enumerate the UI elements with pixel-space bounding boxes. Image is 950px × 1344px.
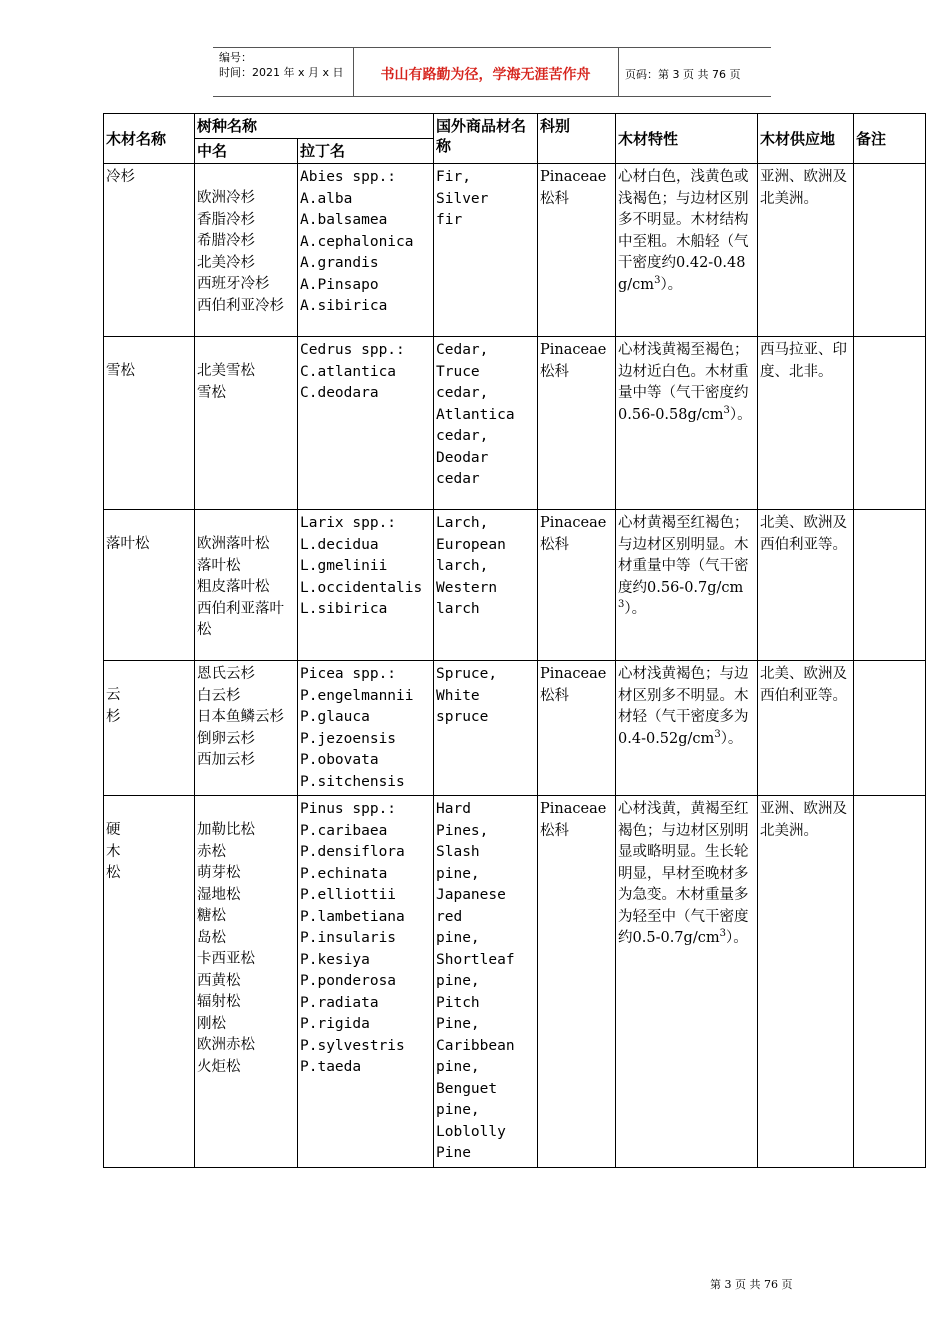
wood-species-table	[103, 113, 926, 1168]
col-header-properties: 木材特性	[616, 114, 758, 164]
cell-properties: 心材黄褐至红褐色；与边材区别明显。木材重量中等（气干密度约$0.56-0.7g/cm^3$）。	[616, 510, 758, 661]
cell-trade-names: Fir, Silver fir	[434, 164, 538, 337]
cell-trade-names: Larch, European larch, Western larch	[434, 510, 538, 661]
cell-wood-name: 落叶松	[104, 510, 195, 661]
superscript-three: 3	[719, 928, 726, 940]
cell-latin-names: Larix spp.: L.decidua L.gmelinii L.occidentalis L.sibirica	[298, 510, 434, 661]
cell-remarks	[854, 796, 926, 1168]
header-divider	[618, 47, 619, 97]
cell-family: Pinaceae 松科	[538, 796, 616, 1168]
cell-remarks	[854, 164, 926, 337]
header-motto: 书山有路勤为径，学海无涯苦作舟	[380, 67, 591, 83]
cell-wood-name: 硬木松	[104, 796, 195, 1168]
page-footer: 第 3 页 共 76 页	[710, 1278, 793, 1291]
table-header-row	[104, 114, 926, 139]
col-header-remarks: 备注	[854, 114, 926, 164]
cell-properties: 心材白色，浅黄色或浅褐色；与边材区别多不明显。木材结构中至粗。木船轻（气干密度约$0.42-0.48g/cm^3$）。	[616, 164, 758, 337]
col-header-family: 科别	[538, 114, 616, 164]
cell-supply-region: 北美、欧洲及西伯利亚等。	[758, 661, 854, 796]
superscript-three: 3	[654, 274, 661, 286]
cell-chinese-names: 欧洲冷杉 香脂冷杉 希腊冷杉 北美冷杉 西班牙冷杉 西伯利亚冷杉	[195, 164, 298, 337]
header-bottom-rule	[213, 96, 771, 97]
cell-supply-region: 北美、欧洲及西伯利亚等。	[758, 510, 854, 661]
superscript-three: 3	[714, 728, 721, 740]
table-row	[104, 510, 926, 661]
col-header-trade-name: 国外商品材名称	[434, 114, 538, 164]
cell-chinese-names: 加勒比松 赤松 萌芽松 湿地松 糖松 岛松 卡西亚松 西黄松 辐射松 刚松 欧洲赤松 火炬松	[195, 796, 298, 1168]
header-top-rule	[213, 47, 771, 48]
cell-trade-names: Cedar, Truce cedar, Atlantica cedar, Deodar cedar	[434, 337, 538, 510]
cell-family: Pinaceae 松科	[538, 337, 616, 510]
superscript-three: 3	[723, 404, 730, 416]
cell-latin-names: Cedrus spp.: C.atlantica C.deodara	[298, 337, 434, 510]
cell-chinese-names: 欧洲落叶松 落叶松 粗皮落叶松 西伯利亚落叶松	[195, 510, 298, 661]
cell-properties: 心材浅黄，黄褐至红褐色；与边材区别明显或略明显。生长轮明显，早材至晚材多为急变。木材重量多为轻至中（气干密度约$0.5-0.7g/cm^3$）。	[616, 796, 758, 1168]
col-header-latin-name: 拉丁名	[298, 139, 434, 164]
cell-remarks	[854, 661, 926, 796]
col-header-chinese-name: 中名	[195, 139, 298, 164]
serial-label: 编号：	[219, 51, 252, 64]
cell-properties: 心材浅黄褐色；与边材区别多不明显。木材轻（气干密度多为$0.4-0.52g/cm^3$）。	[616, 661, 758, 796]
col-header-wood-name: 木材名称	[104, 114, 195, 164]
cell-wood-name: 冷杉	[104, 164, 195, 337]
col-header-supply-region: 木材供应地	[758, 114, 854, 164]
header-meta	[219, 50, 344, 80]
cell-remarks	[854, 510, 926, 661]
time-label: 时间：2021 年 x 月 x 日	[219, 66, 344, 79]
superscript-three: 3	[618, 599, 625, 611]
cell-family: Pinaceae 松科	[538, 510, 616, 661]
cell-wood-name: 雪松	[104, 337, 195, 510]
cell-family: Pinaceae 松科	[538, 164, 616, 337]
header-page-label: 页码：第 3 页 共 76 页	[625, 68, 741, 81]
cell-trade-names: Spruce, White spruce	[434, 661, 538, 796]
cell-supply-region: 西马拉亚、印度、北非。	[758, 337, 854, 510]
cell-remarks	[854, 337, 926, 510]
cell-supply-region: 亚洲、欧洲及北美洲。	[758, 164, 854, 337]
table-row	[104, 164, 926, 337]
cell-chinese-names: 恩氏云杉 白云杉 日本鱼鳞云杉 倒卵云杉 西加云杉	[195, 661, 298, 796]
cell-latin-names: Pinus spp.: P.caribaea P.densiflora P.echinata P.elliottii P.lambetiana P.insularis P.kesiya P.ponderosa P.radiata P.rigida P.sylvestris P.taeda	[298, 796, 434, 1168]
table-row	[104, 337, 926, 510]
cell-family: Pinaceae 松科	[538, 661, 616, 796]
cell-latin-names: Abies spp.: A.alba A.balsamea A.cephalonica A.grandis A.Pinsapo A.sibirica	[298, 164, 434, 337]
col-header-species-name: 树种名称	[195, 114, 434, 139]
cell-trade-names: Hard Pines, Slash pine, Japanese red pine, Shortleaf pine, Pitch Pine, Caribbean pine, Benguet pine, Loblolly Pine	[434, 796, 538, 1168]
table-row	[104, 796, 926, 1168]
table-row	[104, 661, 926, 796]
cell-latin-names: Picea spp.: P.engelmannii P.glauca P.jezoensis P.obovata P.sitchensis	[298, 661, 434, 796]
cell-properties: 心材浅黄褐至褐色；边材近白色。木材重量中等（气干密度约$0.56-0.58g/cm^3$）。	[616, 337, 758, 510]
cell-chinese-names: 北美雪松 雪松	[195, 337, 298, 510]
document-header	[213, 47, 771, 97]
cell-supply-region: 亚洲、欧洲及北美洲。	[758, 796, 854, 1168]
cell-wood-name: 云杉	[104, 661, 195, 796]
